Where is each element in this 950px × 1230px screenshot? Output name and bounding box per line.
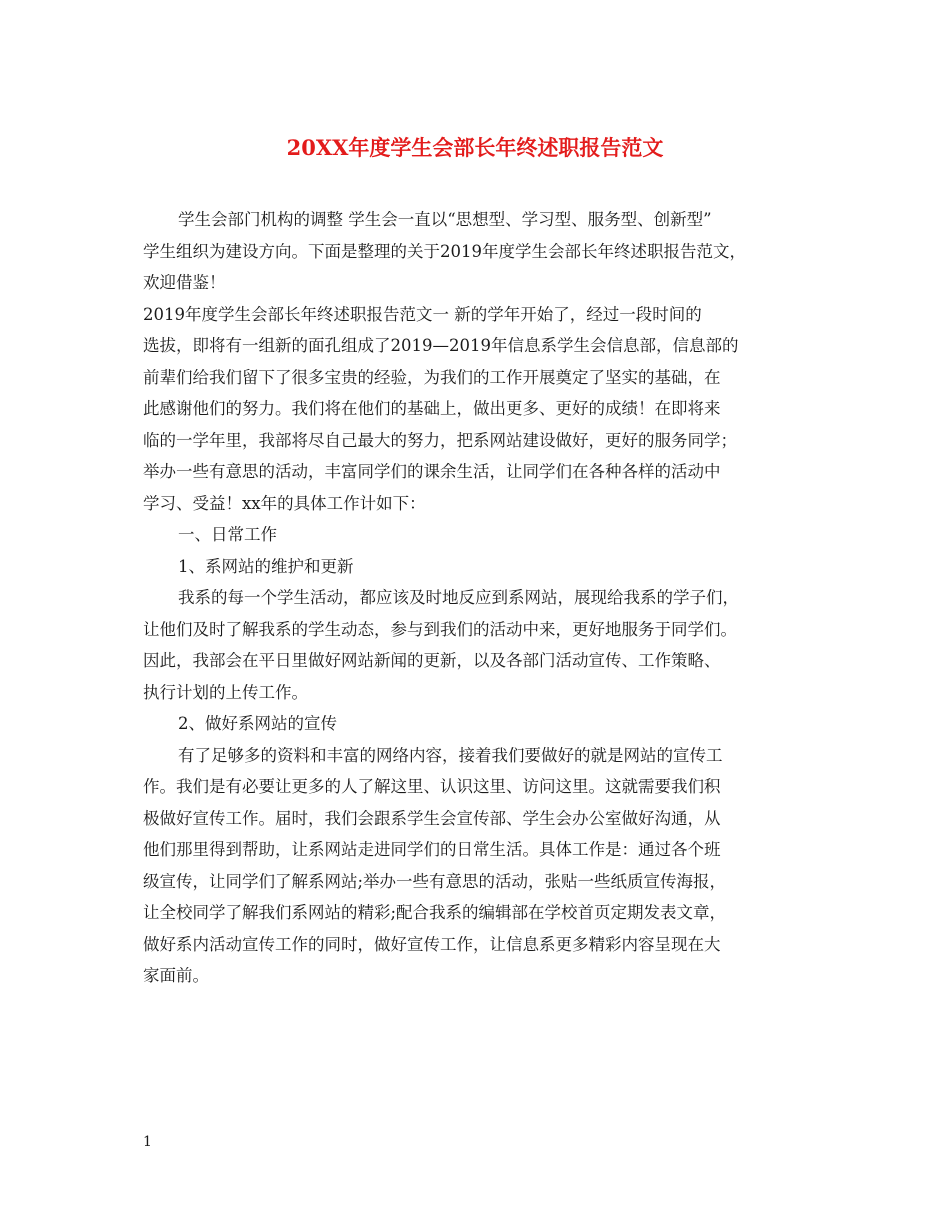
paragraph-line: 让他们及时了解我系的学生动态，参与到我们的活动中来，更好地服务于同学们。 bbox=[143, 619, 737, 639]
paragraph-line: 2019年度学生会部长年终述职报告范文一 新的学年开始了，经过一段时间的 bbox=[143, 304, 702, 324]
paragraph-line: 做好系内活动宣传工作的同时，做好宣传工作，让信息系更多精彩内容呈现在大 bbox=[143, 934, 721, 954]
paragraph-line: 欢迎借鉴！ bbox=[143, 273, 226, 292]
document-body bbox=[143, 204, 823, 992]
paragraph-line: 举办一些有意思的活动，丰富同学们的课余生活，让同学们在各种各样的活动中 bbox=[143, 462, 721, 481]
paragraph-line: 临的一学年里，我部将尽自己最大的努力，把系网站建设做好，更好的服务同学； bbox=[143, 430, 737, 450]
paragraph-line: 级宣传，让同学们了解系网站;举办一些有意思的活动，张贴一些纸质宣传海报， bbox=[143, 871, 727, 891]
paragraph-line: 我系的每一个学生活动，都应该及时地反应到系网站，展现给我系的学子们， bbox=[178, 588, 739, 607]
paragraph-line: 学生组织为建设方向。下面是整理的关于2019年度学生会部长年终述职报告范文， bbox=[143, 241, 746, 261]
subsection-heading: 1、系网站的维护和更新 bbox=[178, 556, 354, 576]
paragraph-line: 有了足够多的资料和丰富的网络内容，接着我们要做好的就是网站的宣传工 bbox=[178, 745, 723, 765]
paragraph-line: 学习、受益！xx年的具体工作计如下： bbox=[143, 493, 426, 513]
paragraph-line: 他们那里得到帮助，让系网站走进同学们的日常生活。具体工作是：通过各个班 bbox=[143, 840, 721, 859]
paragraph-line: 执行计划的上传工作。 bbox=[143, 682, 308, 702]
paragraph-line: 家面前。 bbox=[143, 966, 209, 985]
section-heading: 一、日常工作 bbox=[178, 525, 277, 544]
paragraph-line: 让全校同学了解我们系网站的精彩;配合我系的编辑部在学校首页定期发表文章， bbox=[143, 903, 727, 922]
paragraph-line: 学生会部门机构的调整 学生会一直以“思想型、学习型、服务型、创新型” bbox=[178, 210, 712, 229]
paragraph-line: 选拔，即将有一组新的面孔组成了2019—2019年信息系学生会信息部，信息部的 bbox=[143, 336, 739, 355]
paragraph-line: 前辈们给我们留下了很多宝贵的经验，为我们的工作开展奠定了坚实的基础，在 bbox=[143, 367, 721, 387]
subsection-heading: 2、做好系网站的宣传 bbox=[178, 714, 337, 733]
paragraph-line: 作。我们是有必要让更多的人了解这里、认识这里、访问这里。这就需要我们积 bbox=[143, 777, 721, 796]
paragraph-line: 因此，我部会在平日里做好网站新闻的更新，以及各部门活动宣传、工作策略、 bbox=[143, 651, 721, 670]
page-number: 1 bbox=[143, 1134, 152, 1150]
paragraph-line: 此感谢他们的努力。我们将在他们的基础上，做出更多、更好的成绩！在即将来 bbox=[143, 399, 721, 418]
document-title: 20XX年度学生会部长年终述职报告范文 bbox=[286, 135, 664, 160]
paragraph-line: 极做好宣传工作。届时，我们会跟系学生会宣传部、学生会办公室做好沟通，从 bbox=[143, 808, 721, 828]
